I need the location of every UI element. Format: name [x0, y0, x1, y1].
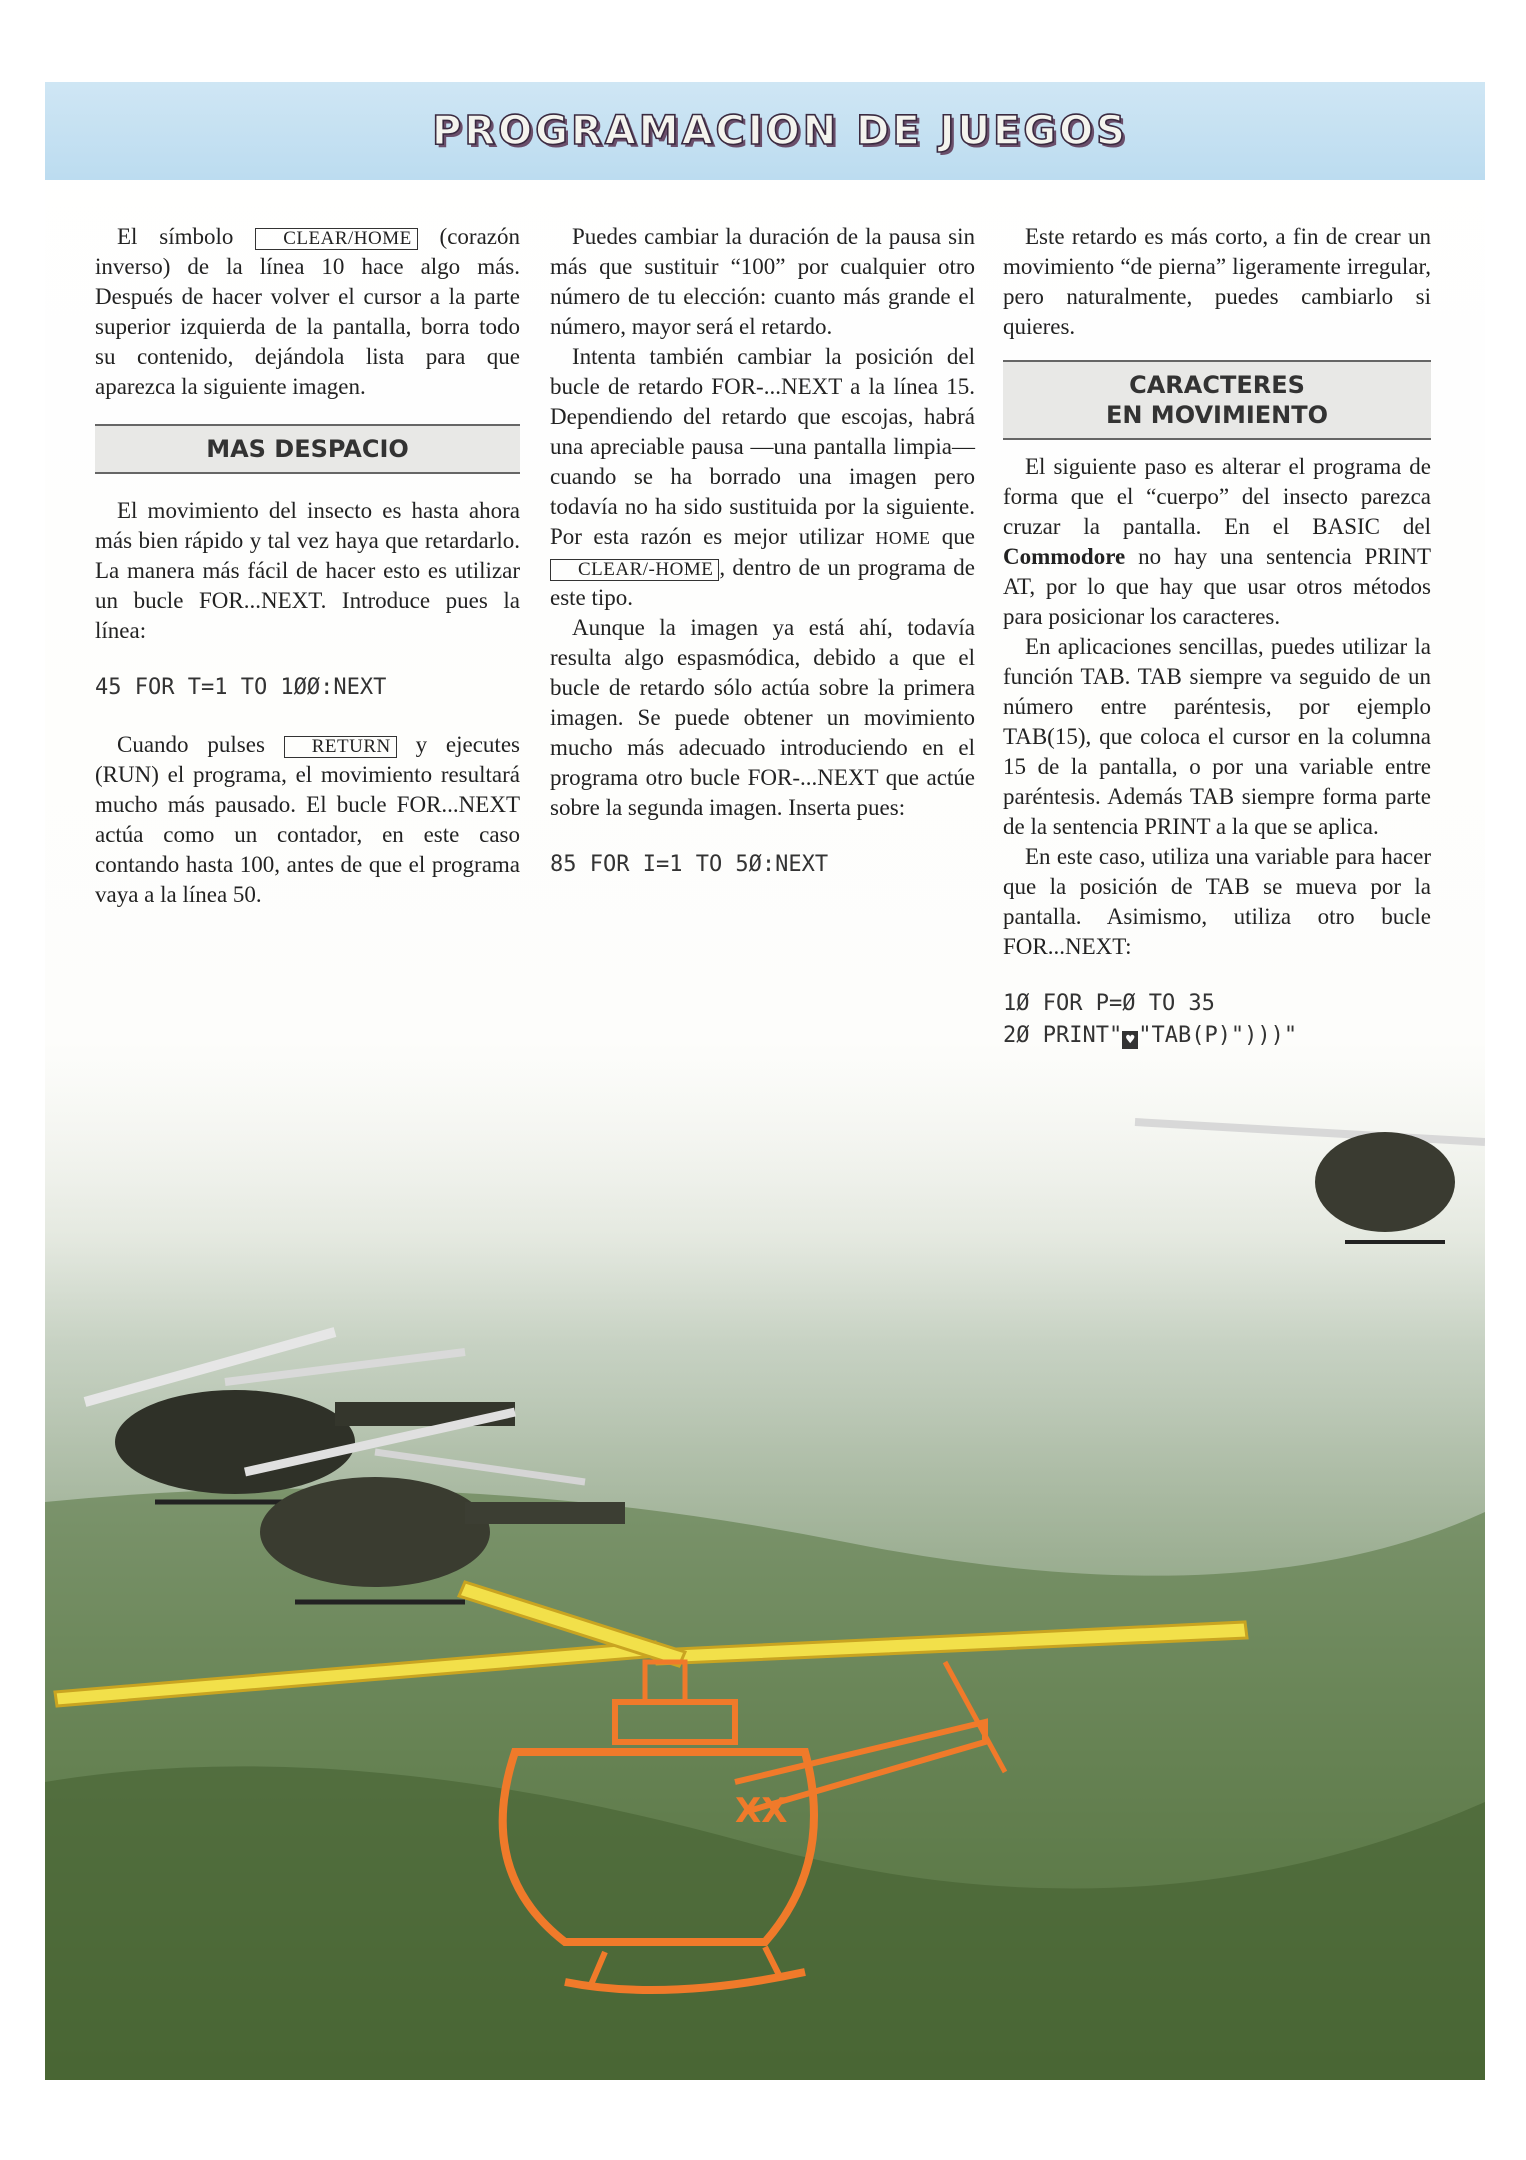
paragraph: En este caso, utiliza una variable para hacer que la posición de TAB se mueva por la pantalla. Asimismo, utiliza otro bucle FOR...NEXT: — [1003, 844, 1431, 959]
clear-home-key: CLEAR/HOME — [255, 228, 418, 250]
cartoon-helicopter-pattern: XX — [735, 1791, 788, 1831]
inverse-heart-icon: ♥ — [1122, 1031, 1138, 1049]
section-banner — [45, 82, 1485, 180]
paragraph: Cuando pulses RETURN y ejecutes (RUN) el programa, el movimiento resultará mucho más pausado. El bucle FOR...NEXT actúa como un contador, en este caso contando hasta 100, antes de que el programa vaya a la línea 50. — [95, 732, 520, 907]
subheading-caracteres-en-movimiento: CARACTERES EN MOVIMIENTO — [1003, 360, 1431, 440]
paragraph: En aplicaciones sencillas, puedes utilizar la función TAB. TAB siempre va seguido de un número entre paréntesis, por ejemplo TAB(15), que coloca el cursor en la columna 15 de la pantalla, o por una variable entre paréntesis. Además TAB siempre forma parte de la sentencia PRINT a la que se aplica. — [1003, 634, 1431, 839]
code-listing: 45 FOR T=1 TO 1ØØ:NEXT — [95, 675, 387, 700]
paragraph: El movimiento del insecto es hasta ahora más bien rápido y tal vez haya que retardarlo. La manera más fácil de hacer esto es utilizar un bucle FOR...NEXT. Introduce pues la línea: — [95, 498, 520, 643]
commodore-bold: Commodore — [1003, 544, 1126, 569]
paragraph: Este retardo es más corto, a fin de crear un movimiento “de pierna” ligeramente irregular, pero naturalmente, puedes cambiarlo si quieres. — [1003, 224, 1431, 339]
section-title: PROGRAMACION DE JUEGOS — [432, 108, 1128, 154]
text-column-3 — [1003, 222, 1431, 1052]
paragraph: Intenta también cambiar la posición del bucle de retardo FOR-...NEXT a la línea 15. Dependiendo del retardo que escojas, habrá una apreciable pausa —una pantalla limpia— cuando se ha borrado una imagen pero todavía no ha sido sustituida por la siguiente. Por esta razón es mejor utilizar HOME que CLEAR/-HOME , dentro de un programa de este tipo. — [550, 344, 975, 610]
code-listing: 85 FOR I=1 TO 5Ø:NEXT — [550, 852, 829, 877]
paragraph: El símbolo CLEAR/HOME (corazón inverso) de la línea 10 hace algo más. Después de hacer volver el cursor a la parte superior izquierda de la pantalla, borra todo su contenido, dejándola lista para que aparezca la siguiente imagen. — [95, 224, 520, 399]
code-listing: 1Ø FOR P=Ø TO 35 2Ø PRINT" ♥ "TAB(P)")))" — [1003, 991, 1298, 1048]
clear-home-key: CLEAR/-HOME — [550, 559, 719, 581]
return-key: RETURN — [284, 736, 397, 758]
paragraph: Aunque la imagen ya está ahí, todavía resulta algo espasmódica, debido a que el bucle de retardo sólo actúa sobre la primera imagen. Se puede obtener un movimiento mucho más adecuado introduciendo en el programa otro bucle FOR-...NEXT que actúe sobre la segunda imagen. Inserta pues: — [550, 615, 975, 820]
magazine-page — [45, 82, 1485, 2080]
paragraph: Puedes cambiar la duración de la pausa sin más que sustituir “100” por cualquier otro número de tu elección: cuanto más grande el número, mayor será el retardo. — [550, 224, 975, 339]
subheading-mas-despacio: MAS DESPACIO — [95, 424, 520, 474]
paragraph: El siguiente paso es alterar el programa de forma que el “cuerpo” del insecto parezca cruzar la pantalla. En el BASIC del Commodore no hay una sentencia PRINT AT, por lo que hay que usar otros métodos para posicionar los caracteres. — [1003, 454, 1431, 629]
text-column-1 — [95, 222, 520, 910]
text-column-2 — [550, 222, 975, 881]
home-key-text: HOME — [875, 528, 931, 548]
